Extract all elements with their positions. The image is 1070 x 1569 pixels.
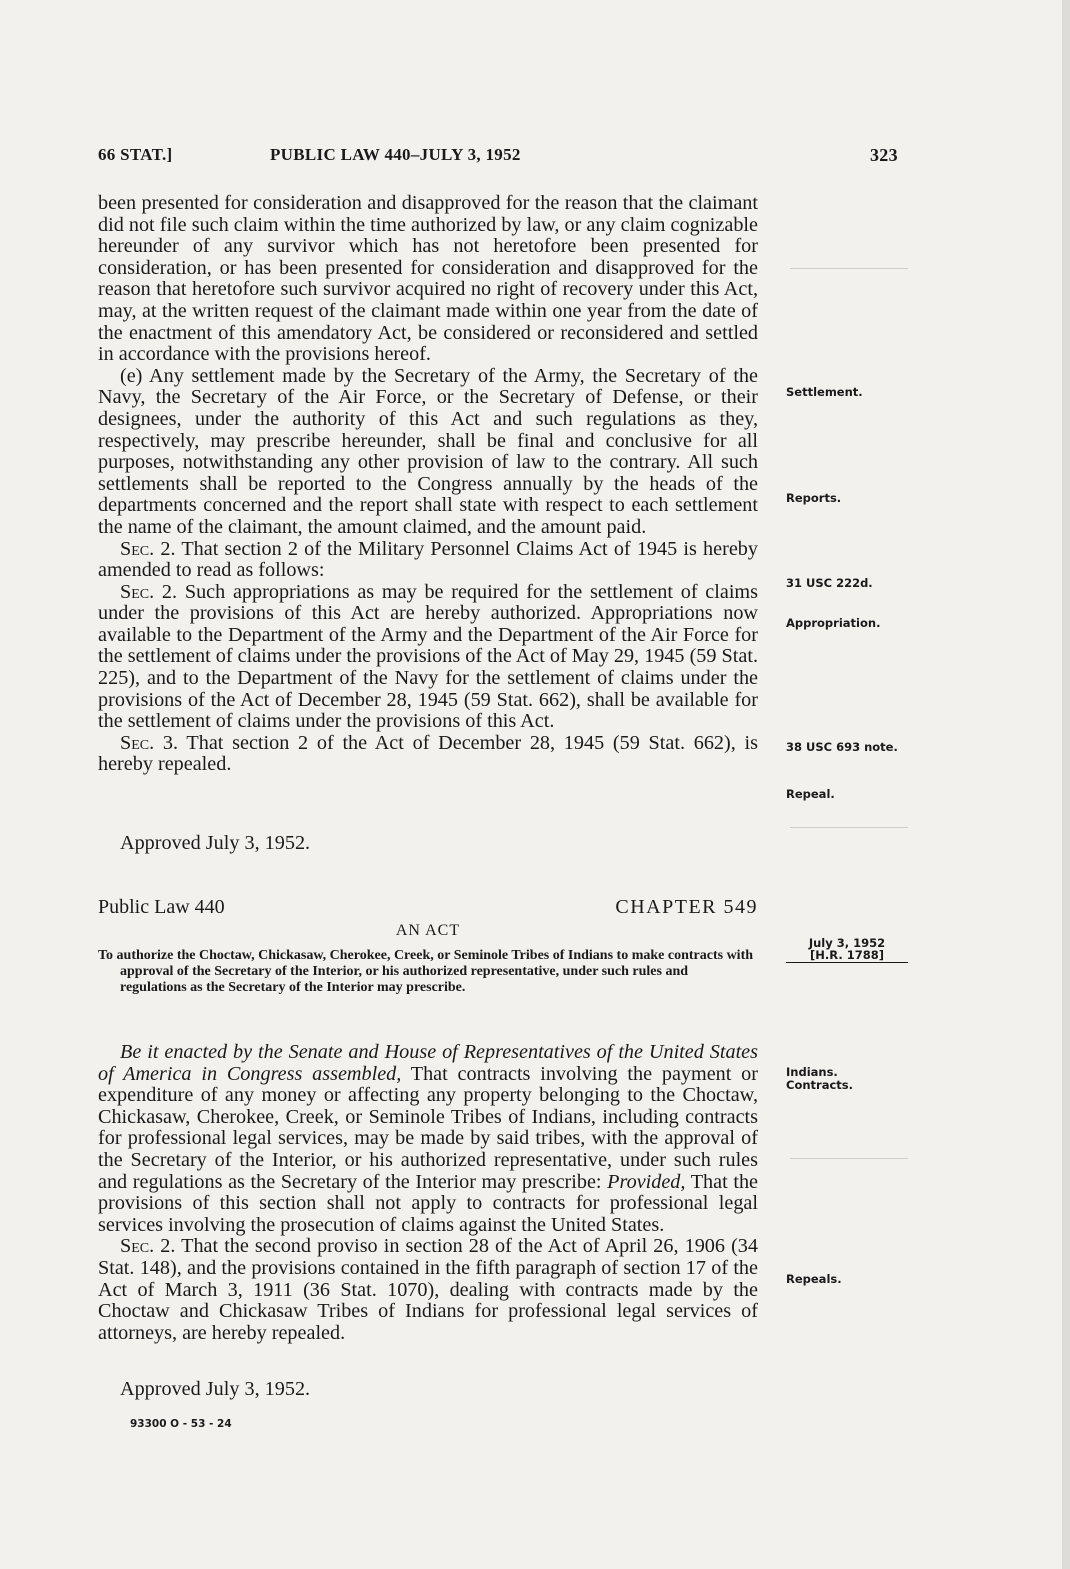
- margin-note-usc-222d: 31 USC 222d.: [786, 576, 873, 590]
- page-number: 323: [870, 145, 898, 165]
- bill-number: [H.R. 1788]: [810, 948, 884, 962]
- paragraph-sec-2-repeal: [98, 1236, 758, 1344]
- proviso-text: That the provisions of this section shall not apply to contracts for professional legal services involving the prosecution of claims against the United States.: [98, 1170, 758, 1236]
- margin-note-repeal: Repeal.: [786, 787, 835, 801]
- section-text: Such appropriations as may be required for the settlement of claims under the provisions of this Act are hereby authorized. Appropriations now available to the Department of the Army and the Department of the Air Force for the settlement of claims under the provisions of the Act of May 29, 1945 (59 Stat. 225), and to the Department of the Navy for the settlement of claims under the provisions of the Act of December 28, 1945 (59 Stat. 662), shall be available for the settlement of claims under the provisions of this Act.: [98, 580, 758, 733]
- provided-clause: Provided,: [607, 1170, 686, 1193]
- paragraph: been presented for consideration and disapproved for the reason that the claimant did not file such claim within the time authorized by law, or any claim cognizable hereunder of any survivor which has not heretofore been presented for consideration, or has been presented for consideration and disapproved for the reason that heretofore such survivor acquired no right of recovery under this Act, may, at the written request of the claimant made within one year from the date of the enactment of this amendatory Act, be considered or reconsidered and settled in accordance with the provisions hereof.: [98, 192, 758, 366]
- margin-note-indians-contracts: Indians. Contracts.: [786, 1065, 853, 1092]
- approved-date: Approved July 3, 1952.: [120, 1378, 311, 1400]
- act-title: AN ACT: [395, 922, 461, 939]
- section-label: Sec. 3.: [120, 731, 179, 754]
- margin-note-repeals: Repeals.: [786, 1272, 842, 1286]
- paragraph-settlement: (e) Any settlement made by the Secretary of the Army, the Secretary of the Navy, the Secretary of the Air Force, or the Secretary of Defense, or their designees, under the authority of this Act and such regulations as they, respectively, may prescribe hereunder, shall be final and conclusive for all purposes, notwithstanding any other provision of law to the contrary. All such settlements shall be reported to the Congress annually by the heads of the departments concerned and the report shall state with respect to each settlement the name of the claimant, the amount claimed, and the amount paid.: [98, 364, 758, 538]
- bill-date: July 3, 1952: [808, 936, 886, 950]
- margin-note-usc-693: 38 USC 693 note.: [786, 740, 898, 754]
- header-volume: 66 STAT.]: [98, 145, 173, 164]
- bleed-through-rule: [790, 827, 908, 828]
- section-label: Sec. 2.: [120, 580, 178, 603]
- act-description: [98, 948, 758, 996]
- bleed-through-note: [822, 240, 825, 250]
- section-label: Sec. 2.: [120, 1235, 176, 1258]
- enacting-text: That contracts involving the payment or expenditure of any money or affecting any property belonging to the Choctaw, Chickasaw, Cherokee, Creek, or Seminole Tribes of Indians, including contracts for professional legal services, may be made by said tribes, with the approval of the Secretary of the Interior, or his authorized representative, under such rules and regulations as the Secretary of the Interior may prescribe:: [98, 1062, 758, 1193]
- approved-date: Approved July 3, 1952.: [120, 832, 311, 854]
- paragraph-sec-2-amended: [98, 582, 758, 733]
- margin-note-reports: Reports.: [786, 491, 842, 505]
- section-text: That section 2 of the Act of December 28, 1945 (59 Stat. 662), is hereby repealed.: [98, 731, 758, 776]
- section-label: Sec. 2.: [120, 537, 176, 560]
- section-text: That the second proviso in section 28 of the Act of April 26, 1906 (34 Stat. 148), and the provisions contained in the fifth paragraph of section 17 of the Act of March 3, 1911 (36 Stat. 1070), dealing with contracts made by the Choctaw and Chickasaw Tribes of Indians for professional legal services of attorneys, are hereby repealed.: [98, 1235, 758, 1344]
- paragraph-sec-2: [98, 539, 758, 582]
- print-code: 93300 O - 53 - 24: [130, 1418, 232, 1430]
- paragraph-sec-3: [98, 733, 758, 776]
- chapter-number: CHAPTER 549: [615, 896, 758, 918]
- chapter-heading: [98, 896, 758, 919]
- header-title: PUBLIC LAW 440–JULY 3, 1952: [270, 145, 521, 164]
- act-description-text: To authorize the Choctaw, Chickasaw, Cherokee, Creek, or Seminole Tribes of Indians to make contracts with approval of the Secretary of the Interior, or his authorized representative, under such rules and regulations as the Secretary of the Interior may prescribe.: [98, 948, 754, 995]
- margin-note-appropriation: Appropriation.: [786, 616, 881, 630]
- margin-note-settlement: Settlement.: [786, 385, 863, 399]
- enacting-paragraph: [98, 1042, 758, 1236]
- bleed-through-rule: [790, 1158, 908, 1159]
- public-law-number: Public Law 440: [98, 896, 225, 918]
- page-edge: [1062, 0, 1070, 1569]
- continuation-text: [98, 193, 758, 776]
- act-body: [98, 1042, 758, 1344]
- enacting-clause: Be it enacted by the Senate and House of Representatives of the United States of America in Congress assembled,: [98, 1041, 758, 1085]
- bill-reference: [786, 937, 908, 963]
- section-text: That section 2 of the Military Personnel Claims Act of 1945 is hereby amended to read as follows:: [98, 537, 758, 582]
- bleed-through-rule: [790, 268, 908, 269]
